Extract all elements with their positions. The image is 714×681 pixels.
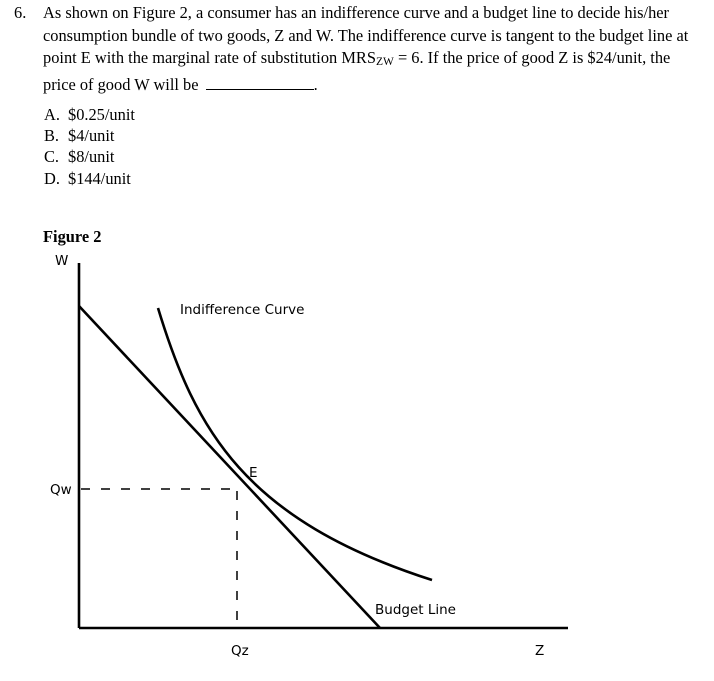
indifference-curve-label: Indifference Curve bbox=[180, 302, 305, 318]
mrs-subscript: ZW bbox=[375, 56, 394, 68]
indifference-curve bbox=[158, 308, 432, 580]
option-text: $4/unit bbox=[68, 126, 115, 146]
option-text: $8/unit bbox=[68, 147, 115, 167]
point-e-label: E bbox=[249, 465, 258, 481]
option-letter: A. bbox=[44, 105, 60, 124]
option-letter: C. bbox=[44, 147, 60, 167]
option-letter: D. bbox=[44, 168, 60, 188]
qw-label: Qw bbox=[50, 482, 72, 498]
qz-label: Qz bbox=[231, 643, 249, 659]
question-text-part1: As shown on Figure 2, a consumer has an indifference curve and a budget line to decide his/her consumption bundle of two goods, Z and W. The indifference curve is tangent to the budget line at point E with the marginal rate of substitution MRS bbox=[43, 3, 689, 67]
question-text-part2: = 6. If the price of good Z is $24/unit, the price of good W will be bbox=[43, 48, 671, 94]
option-text: $0.25/unit bbox=[68, 105, 135, 124]
budget-line-label: Budget Line bbox=[375, 602, 456, 618]
y-axis-label: W bbox=[55, 253, 69, 269]
figure-title: Figure 2 bbox=[43, 227, 102, 246]
option-text: $144/unit bbox=[68, 168, 131, 188]
budget-line bbox=[79, 306, 380, 628]
question-number: 6. bbox=[14, 3, 27, 22]
x-axis-label: Z bbox=[535, 643, 545, 659]
option-letter: B. bbox=[44, 126, 60, 146]
question-text-end: . bbox=[313, 74, 318, 94]
